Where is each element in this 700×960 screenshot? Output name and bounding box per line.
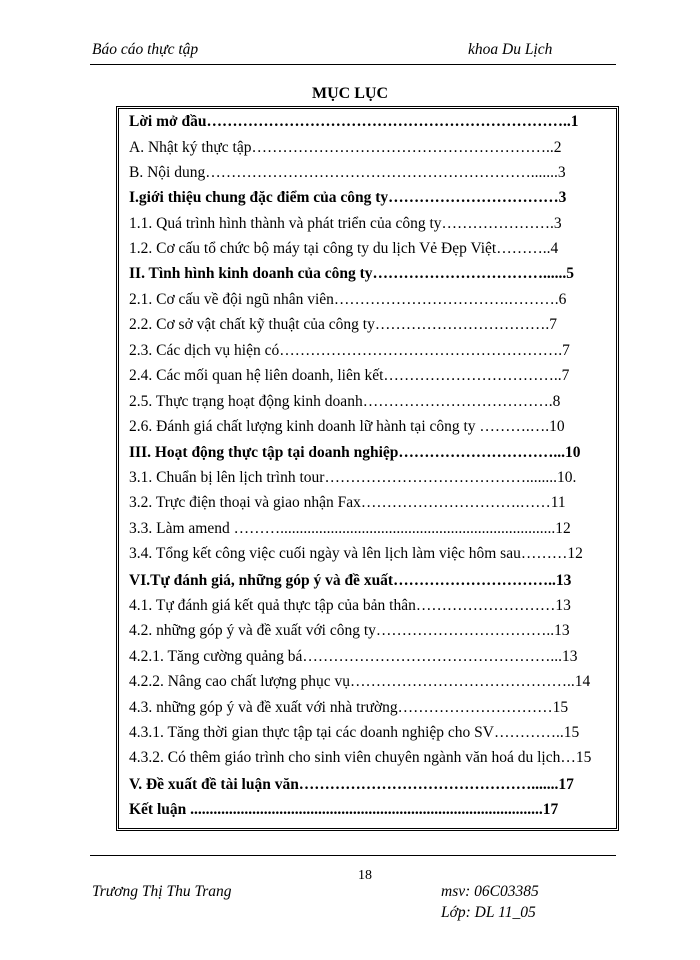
toc-entry: 4.2. những góp ý và đề xuất với công ty……………………………..13 [129,622,570,639]
toc-entry: 2.6. Đánh giá chất lượng kinh doanh lữ hành tại công ty ……….….10 [129,418,565,435]
toc-entry: 2.4. Các mối quan hệ liên doanh, liên kết……………………………..7 [129,367,570,384]
toc-entry: 2.2. Cơ sở vật chất kỹ thuật của công ty…………………………….7 [129,316,557,333]
toc-entry: 2.5. Thực trạng hoạt động kinh doanh……………………………….8 [129,393,561,410]
page-number: 18 [358,868,372,883]
toc-entry: V. Đề xuất đề tài luận văn……………………………………….......17 [129,776,574,793]
toc-entry: 3.3. Làm amend ……….......................................................................12 [129,520,571,537]
toc-entry: 4.3. những góp ý và đề xuất với nhà trường…………………………15 [129,699,569,716]
footer-student-id: msv: 06C03385 [441,883,539,900]
toc-entry: B. Nội dung……………………………………………………….......3 [129,164,566,181]
toc-entry: 3.2. Trực điện thoại và giao nhận Fax………………………….……11 [129,494,566,511]
toc-entry: III. Hoạt động thực tập tại doanh nghiệp…………………………...10 [129,444,581,461]
header-divider [90,64,616,65]
toc-entry: 3.4. Tổng kết công việc cuối ngày và lên lịch làm việc hôm sau………12 [129,545,583,562]
toc-entry: A. Nhật ký thực tập…………………………………………………..2 [129,139,562,156]
footer-author: Trương Thị Thu Trang [92,883,232,900]
toc-entry: 4.2.1. Tăng cường quảng bá…………………………………………...13 [129,648,578,665]
footer-divider [90,855,616,856]
footer-class: Lớp: DL 11_05 [441,904,536,921]
toc-entry: II. Tình hình kinh doanh của công ty……………………………......5 [129,265,575,282]
toc-entry: 4.3.2. Có thêm giáo trình cho sinh viên chuyên ngành văn hoá du lịch…15 [129,749,592,766]
toc-entry: 4.2.2. Nâng cao chất lượng phục vụ……………………………………..14 [129,673,591,690]
toc-entry: VI.Tự đánh giá, những góp ý và đề xuất…………………………..13 [129,572,572,589]
toc-entry: 2.1. Cơ cấu về đội ngũ nhân viên…………………………….……….6 [129,291,567,308]
header-faculty: khoa Du Lịch [468,41,553,58]
toc-entry: 3.1. Chuẩn bị lên lịch trình tour…………………………………........10. [129,469,577,486]
toc-entry: 4.3.1. Tăng thời gian thực tập tại các doanh nghiệp cho SV…………..15 [129,724,580,741]
toc-entry: Kết luận ...........................................................................................17 [129,801,559,818]
toc-title: MỤC LỤC [312,85,388,102]
toc-entry: 1.1. Quá trình hình thành và phát triển của công ty………………….3 [129,215,562,232]
toc-entry: Lời mở đầu……………………………………………………………..1 [129,113,579,130]
toc-entry: 1.2. Cơ cấu tổ chức bộ máy tại công ty du lịch Vẻ Đẹp Việt………..4 [129,240,559,257]
toc-entry: 2.3. Các dịch vụ hiện có……………………………………………….7 [129,342,570,359]
header-report-title: Báo cáo thực tập [92,41,199,58]
toc-entry: 4.1. Tự đánh giá kết quả thực tập của bản thân………………………13 [129,597,571,614]
toc-entry: I.giới thiệu chung đặc điểm của công ty……………………………3 [129,189,567,206]
